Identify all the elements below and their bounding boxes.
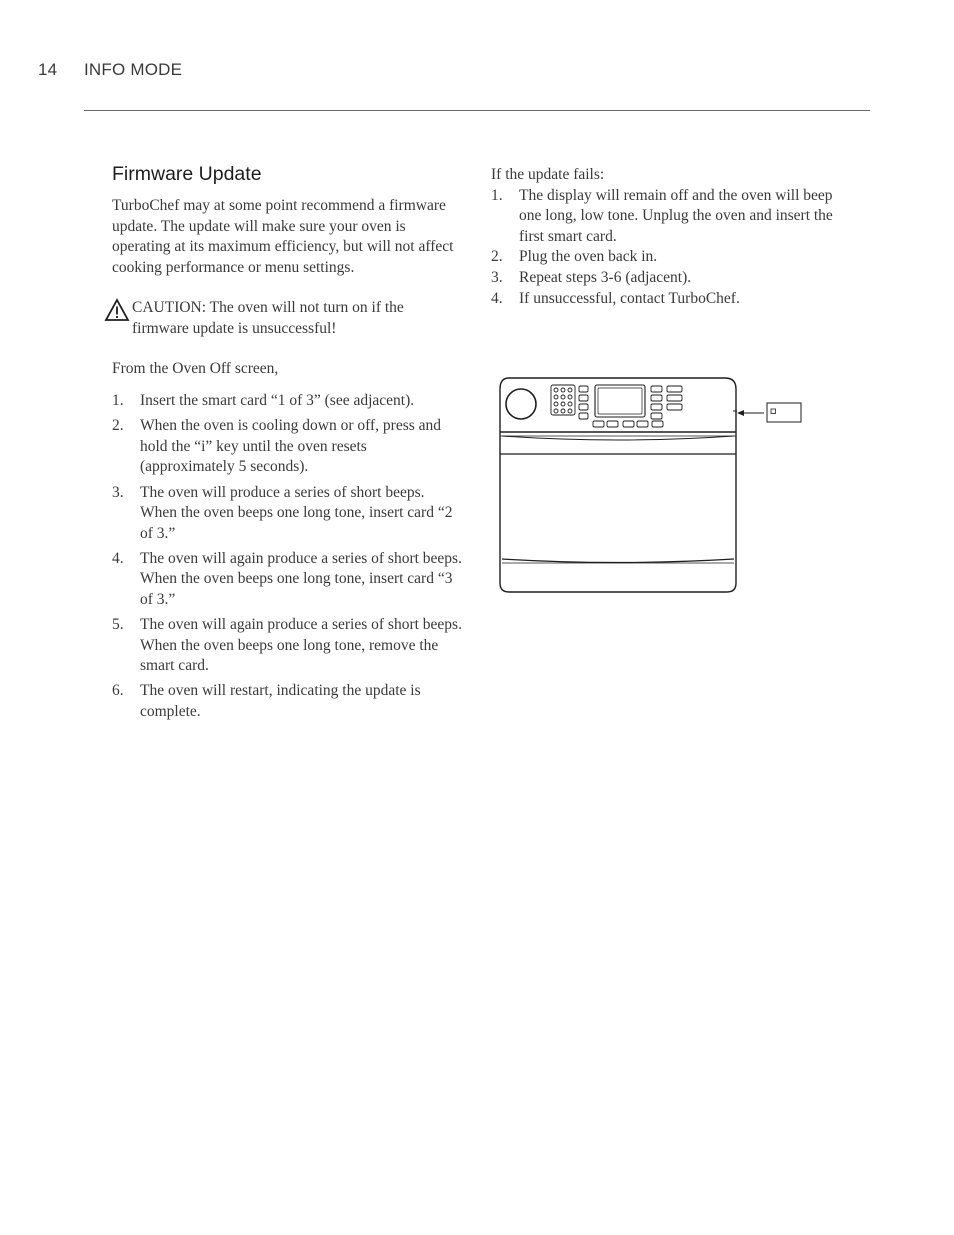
button-column-left	[579, 386, 588, 419]
step-number: 3.	[491, 268, 503, 286]
step-number: 2.	[491, 248, 503, 266]
dial-knob-icon	[506, 389, 536, 419]
step-number: 3.	[112, 483, 124, 501]
step-text: The oven will produce a series of short beeps. When the oven beeps one long tone, insert card “2 of 3.”	[140, 483, 453, 542]
oven-illustration	[497, 376, 807, 594]
step-text: The oven will restart, indicating the update is complete.	[140, 682, 421, 720]
warning-triangle-icon	[104, 298, 130, 322]
page-number: 14	[38, 60, 58, 79]
fail-intro: If the update fails:	[491, 166, 605, 183]
step-text: Insert the smart card “1 of 3” (see adjacent).	[140, 392, 415, 410]
step-text: The display will remain off and the oven will beep one long, low tone. Unplug the oven and insert the first smart card.	[519, 186, 833, 245]
step-text: If unsuccessful, contact TurboChef.	[519, 289, 740, 307]
step-number: 5.	[112, 616, 124, 634]
intro-paragraph: TurboChef may at some point recommend a firmware update. The update will make sure your oven is operating at its maximum efficiency, but will not affect cooking performance or menu settings.	[112, 197, 454, 276]
insert-arrow-icon	[737, 410, 764, 416]
caution-note	[104, 298, 462, 339]
step-number: 2.	[112, 417, 124, 435]
button-row-bottom	[593, 421, 663, 427]
step-text: When the oven is cooling down or off, press and hold the “i” key until the oven resets (approximately 5 seconds).	[140, 417, 442, 476]
list-item	[112, 391, 462, 412]
step-number: 4.	[112, 549, 124, 567]
list-item	[491, 186, 851, 248]
smart-card-icon	[767, 403, 801, 422]
fail-steps	[491, 186, 851, 310]
left-column	[112, 163, 462, 727]
update-steps	[112, 391, 462, 722]
keypad-left	[551, 385, 575, 415]
step-number: 6.	[112, 682, 124, 700]
step-number: 4.	[491, 289, 503, 307]
display-screen	[595, 385, 645, 417]
list-item	[112, 681, 462, 722]
section-title: INFO MODE	[84, 60, 183, 79]
door-bottom	[502, 559, 734, 563]
door-top	[502, 436, 734, 440]
step-text: Repeat steps 3-6 (adjacent).	[519, 268, 692, 286]
list-item	[112, 549, 462, 611]
list-item	[112, 483, 462, 545]
section-heading: Firmware Update	[112, 163, 262, 185]
caution-text: CAUTION: The oven will not turn on if the firmware update is unsuccessful!	[132, 299, 404, 337]
step-number: 1.	[112, 392, 124, 410]
from-text: From the Oven Off screen,	[112, 359, 279, 377]
header-rule	[84, 110, 870, 111]
right-column	[491, 165, 851, 309]
step-text: The oven will again produce a series of short beeps. When the oven beeps one long tone, insert card “3 of 3.”	[140, 549, 462, 608]
list-item	[112, 615, 462, 677]
list-item	[491, 268, 851, 289]
button-column-right	[651, 386, 682, 419]
list-item	[112, 416, 462, 478]
page-header	[38, 60, 182, 80]
step-text: The oven will again produce a series of short beeps. When the oven beeps one long tone, remove the smart card.	[140, 616, 462, 675]
step-text: Plug the oven back in.	[519, 248, 658, 266]
step-number: 1.	[491, 186, 503, 204]
list-item	[491, 289, 851, 310]
list-item	[491, 247, 851, 268]
